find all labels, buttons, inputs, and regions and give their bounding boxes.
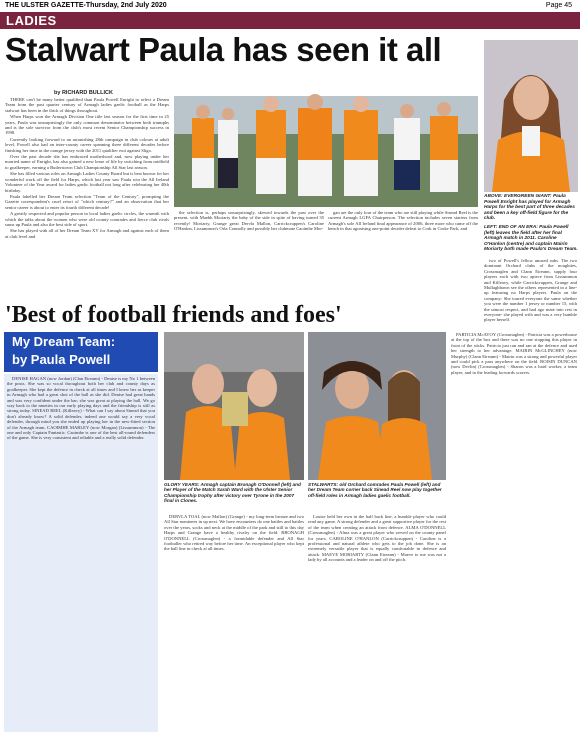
intro-continued-right xyxy=(328,210,478,298)
dream-team-title-box xyxy=(4,332,158,372)
intro-continued xyxy=(174,210,324,298)
intro-paragraph-1: THERE can't be many better qualified than Paula Powell Enright to select a Dream Team from the past quarter century of Armagh ladies gaelic football as the Harps stalwart has been in the thick of things throughout. xyxy=(5,97,169,113)
intro-paragraph-3: Currently looking forward to an astonishing 28th campaign in club colours at adult level, Powell also had an inter-county career spanning three different decades before finishing her time in the orange jersey with the 2011 qualifier exit against Sligo. xyxy=(5,136,169,153)
pull-quote: 'Best of football friends and foes' xyxy=(5,302,342,328)
intro-column xyxy=(5,97,169,299)
intro-paragraph-6: Paula labelled her Dream Team selection "Team of the Century", prompting the Gazette correspondent's cruel retort of "which century?" and an observation that her senior career is about to enter its fourth different decade! xyxy=(5,193,169,210)
glory-years-caption: GLORY YEARS: Armagh captain Bronagh O'Donnell (left) and her Player of the Match Sarah Ward with the Ulster Senior Championship trophy after victory over Tyrone in the 2007 final in Clones. xyxy=(164,482,301,504)
portrait-photo xyxy=(484,40,578,192)
section-banner xyxy=(0,12,580,29)
intro-paragraph-8: She has played with all of her Dream Team XV for Armagh and against each of them at club level and xyxy=(5,228,169,239)
stalwarts-photo xyxy=(308,332,446,480)
dream-team-continued-mid xyxy=(308,514,446,732)
intro-mid-text: the selection is, perhaps unsurprisingly, skewed towards the past over the present, with Maebh Moriarty the baby of the side in spite of having turned 35 recently! Moriarty, Grange great Dervla Mallon, Carrickcruppen's Caroline O'Hanlon, Lissummon's Orla Connolly and possibly her clubmate Caoimhe Mor- xyxy=(174,210,324,232)
headline: Stalwart Paula has seen it all xyxy=(5,31,442,68)
dream-team-continued-right xyxy=(451,332,577,732)
dream-team-author: by Paula Powell xyxy=(12,352,111,367)
mid-text-left: DERVLA TOAL (now Mallon) (Grange) - my long-term bronze and two All Star nominees in up next. We have encounters do one battles and battles over the years, socks and neck at the middle of the park and still to this day Harps and Grange have a healthy rivalry on the field. BRONAGH O'DONNELL (Crossmaglen) - a formidable defender and All Star footballer who retired way before her time. An exceptional player who kept the ball line in check at all times. xyxy=(164,514,304,552)
mid-text-right: Louise held her own in the half back line, a humble player who could read any game. A strong defender and a great supportive player for the rest of the team when creating an attack from defence. ALMA O'DONNELL (Crossmaglen) - Alma was a great player who served on the county panel for years. CAROLINE O'HANLON (Carrickcruppen) - Caroline is a professional and natural athlete who gets to the job done. She is an extremely versatile player that is equally comfortable in defence and attack. MAEVE MORIARTY (Clann Eireann) - Maeve to me was not a lady by all accounts and a leader on and off the pitch. xyxy=(308,514,446,563)
intro-paragraph-2: When Harps won the Armagh Division One title last season for the first time in 25 years, Paula was unsurprisingly the only common denominator between both triumphs and is the sole survivor from the club's most recent Senior Championship success in 1998. xyxy=(5,114,169,136)
caption-above: ABOVE: EVERGREEN GIANT: Paula Powell Enright has played for Armagh Harps for the best part of three decades and been a key off-field figure for the club. xyxy=(484,194,575,222)
dream-team-continued-left xyxy=(164,514,304,732)
caption-left: LEFT: END OF AN ERA: Paula Powell (left) leaves the field after her final Armagh match in 2011. Caroline O'Hanlon (centre) and captain Mairin Moriarty both made Paula's Dream Team. xyxy=(484,224,578,253)
byline: by RICHARD BULLICK xyxy=(54,90,113,96)
stalwarts-caption: STALWARTS: old Orchard comrades Paula Powell (left) and her Dream Team corner back Sinead Reel now play together off-field roles in Armagh ladies gaelic football. xyxy=(308,482,442,498)
intro-paragraph-4: Over the past decade she has embraced motherhood and, now playing under her married name of Enright, has also gained a new lease of life by switching from midfield to goalkeeper, earning a Butlerstown Club Championship All Star last season. xyxy=(5,154,169,170)
right-column-text: two of Powell's fellow unused subs. The two dominant Orchard clubs of the noughties, Crossmaglen and Clann Eireann, supply four players each with two apiece from Lissummon and Killeavy, while Carrickcruppen, Grange and Mullaghbawn see the others represented in a line-up featuring no Harps players. Paula on the company: She toured everyone the same whether you were the number 1 jersey or number 15, with the utmost respect, and had ago mate into rest in everyone- she played with and was a very humble player herself. xyxy=(484,258,577,323)
portrait-caption xyxy=(484,194,578,253)
section-title: LADIES xyxy=(6,13,57,28)
right-column xyxy=(484,258,577,323)
intro-paragraph-7: A greatly respected and popular person in local ladies gaelic circles, the warmth with which the talks about the women who were old county comrades and fierce club rivals sums up Paula and also the best side of sport. xyxy=(5,211,169,227)
dream-team-text: DENISE HAGAN (now Jordan) (Clan Eireann) - Denise is my No 1 between the posts. She was so vocal throughout both her club and county days as goalkeeper. She kept the defence in check at all times and I knew her as keeper in Armagh who had a great shot of the ball as she did. Denise had great hands and was very confident under the bar; she was great at playing the ball. We go way back to the nineties in our early playing days and the friendship is still as strong today. SINEAD REEL (Killeavy) - What can I say about Sinead that you don't already know? A solid defender, indeed one would say a very vocal defender, through mind you she ended up playing her in the new-fitted section of the Armagh team. CAOIMHE MARLEY (now Morgan) (Lissummon) - The one and only Captain Fantastic. Caoimhe is one of the best all-round defenders of the game. She is very consistent and reliable and a really solid defender. xyxy=(7,376,155,441)
paper-date: THE ULSTER GAZETTE-Thursday, 2nd July 2020 xyxy=(5,2,167,9)
glory-years-photo xyxy=(164,332,304,480)
page-number: Page 45 xyxy=(545,2,572,9)
dream-team-body xyxy=(4,374,158,732)
dream-team-title: My Dream Team: xyxy=(12,334,116,349)
intro-paragraph-5: She has filled various roles on Armagh Ladies County Board but is best known for her wonderful work off the field for Harps, which last year saw Paula win the All Ireland Volunteer of the Year award for ladies gaelic football not long after celebrating her 40th birthday. xyxy=(5,171,169,193)
team-photo xyxy=(174,96,478,207)
intro-right-text: gan are the only four of the team who are still playing while Sinead Reel is the current Armagh LGFA Chairperson. The selection includes seven starters from Armagh's sole All Ireland final appearance of 2006, three more who came off the bench in that agonising one-point decider defeat to Cork in Croke Park, and xyxy=(328,210,478,232)
right-bottom-text: PARTICIA McAVOY (Crossmaglen) - Patricia was a powerhouse at the top of the box and there was no one stopping this player in front of the sticks. Patricia just ran and ran at the defence and used her strength to her advantage. MAIRIN McGLINCHEY (now Murphy) (Clann Eireann) - Mairin was a strong and powerful player and could pick a pass anywhere on the field. ROISIN DUNCAN (now Devlin) (Crossmaglen) - Sharon was a hard worker, a team player, and in the leading forwards scorers. xyxy=(451,332,577,375)
page-header xyxy=(0,0,580,12)
